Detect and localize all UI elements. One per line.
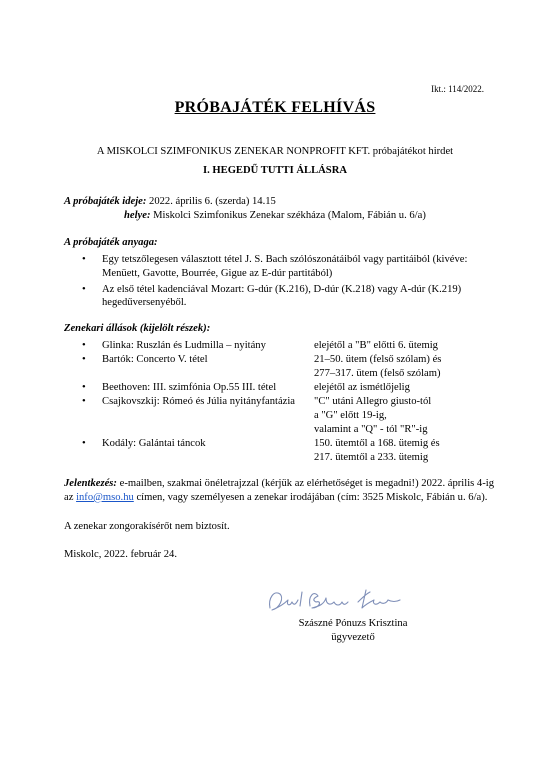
audition-time <box>64 195 494 209</box>
material-heading: A próbajáték anyaga: <box>64 237 158 248</box>
piano-note: A zenekar zongorakísérőt nem biztosít. <box>64 521 230 532</box>
reference-number: Ikt.: 114/2022. <box>431 84 484 94</box>
audition-place-label: helye: <box>124 210 151 221</box>
audition-time-label: A próbajáték ideje: <box>64 196 147 207</box>
list-item: • Egy tetszőlegesen választott tétel J. S. Bach szólószonátáiból vagy partitáiból (kivéve: Menüett, Gavotte, Bourrée, Gigue az E-dúr partitából) <box>82 253 494 281</box>
application-label: Jelentkezés: <box>64 478 117 489</box>
signer-title: ügyvezető <box>331 631 375 643</box>
application-text-end: címen, vagy személyesen a zenekar irodájában (cím: 3525 Miskolc, Fábián u. 6/a). <box>133 491 488 503</box>
excerpt-detail: "C" utáni Allegro giusto-tól a "G" előtt 19-ig, valamint a "Q" - tól "R"-ig <box>314 396 432 435</box>
excerpt-piece: • Bartók: Concerto V. tétel <box>82 353 208 367</box>
material-list <box>82 253 494 312</box>
email-link[interactable]: info@mso.hu <box>76 491 134 503</box>
audition-place-value: Miskolci Szimfonikus Zenekar székháza (Malom, Fábián u. 6/a) <box>150 210 426 221</box>
position-title: I. HEGEDŰ TUTTI ÁLLÁSRA <box>202 165 348 176</box>
signature-block <box>268 617 438 645</box>
excerpt-piece: • Glinka: Ruszlán és Ludmilla – nyitány <box>82 339 266 353</box>
excerpt-piece: • Kodály: Galántai táncok <box>82 437 206 451</box>
document-title: PRÓBAJÁTÉK FELHÍVÁS <box>174 99 376 116</box>
date-line: Miskolc, 2022. február 24. <box>64 549 177 560</box>
excerpts-heading: Zenekari állások (kijelölt részek): <box>64 323 211 334</box>
signature-image <box>262 584 432 618</box>
excerpt-detail: 150. ütemtől a 168. ütemig és 217. ütemtől a 233. ütemig <box>314 438 440 463</box>
excerpt-detail: 21–50. ütem (felső szólam) és 277–317. ütem (felső szólam) <box>314 354 442 379</box>
excerpt-piece: • Csajkovszkij: Rómeó és Júlia nyitányfantázia <box>82 395 295 409</box>
intro-line: A MISKOLCI SZIMFONIKUS ZENEKAR NONPROFIT KFT. próbajátékot hirdet <box>96 146 454 157</box>
excerpt-piece: • Beethoven: III. szimfónia Op.55 III. tétel <box>82 381 276 395</box>
excerpt-detail: elejétől az ismétlőjelig <box>314 382 410 393</box>
application-paragraph <box>64 477 494 505</box>
signer-name: Szászné Pónuzs Krisztina <box>298 618 408 629</box>
application-text: e-mailben, szakmai önéletrajzzal (kérjük az elérhetőséget is megadni!) 2022. április 4-ig az <box>64 478 494 503</box>
excerpt-detail: elejétől a "B" előtti 6. ütemig <box>314 340 438 351</box>
list-item: • Az első tétel kadenciával Mozart: G-dúr (K.216), D-dúr (K.218) vagy A-dúr (K.219) hegedűversenyéből. <box>82 283 494 311</box>
audition-time-value: 2022. április 6. (szerda) 14.15 <box>146 196 276 207</box>
audition-place <box>124 209 426 223</box>
